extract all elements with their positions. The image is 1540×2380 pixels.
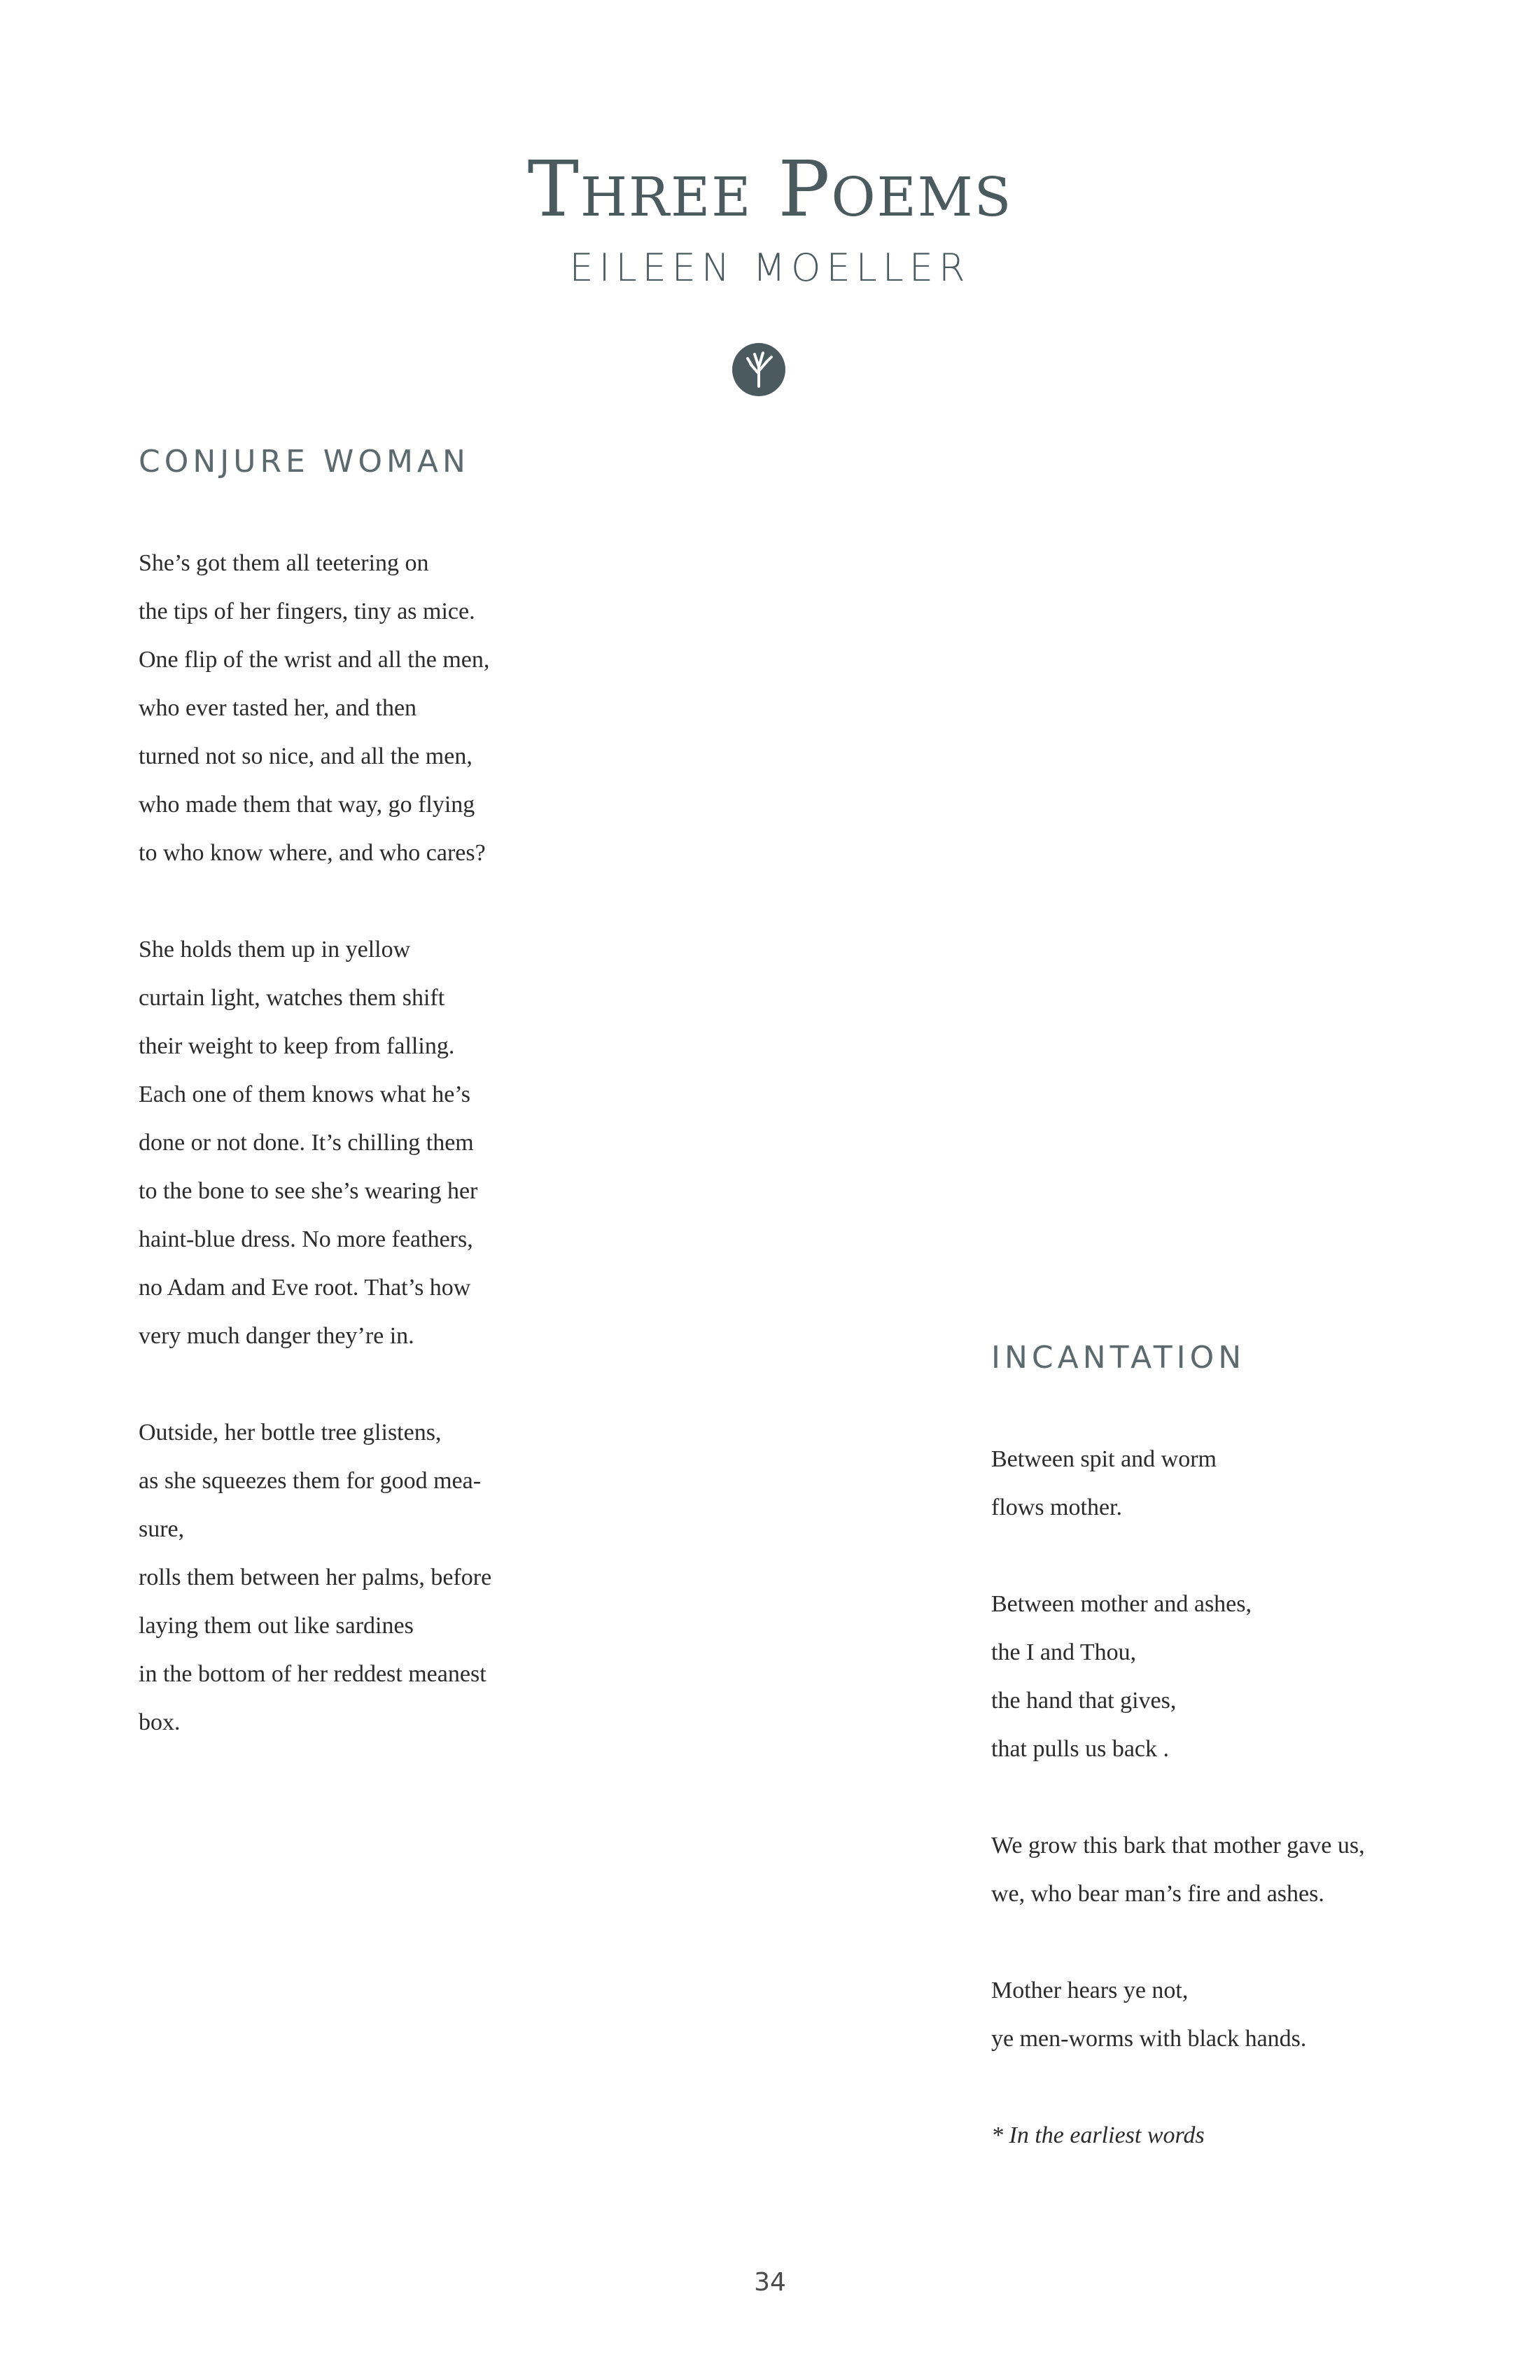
poem-line: done or not done. It’s chilling them [139, 1130, 474, 1156]
poem-line: no Adam and Eve root. That’s how [139, 1275, 471, 1301]
stanza [139, 539, 491, 877]
poem-line: flows mother. [991, 1494, 1122, 1520]
poem-line: in the bottom of her reddest meanest [139, 1661, 486, 1687]
poem-heading-conjure-woman: CONJURE WOMAN [139, 444, 470, 479]
tree-branch-icon [732, 343, 785, 396]
poem-line: ye men-worms with black hands. [991, 2026, 1307, 2052]
author-name: EILEEN MOELLER [569, 246, 971, 290]
poem-line: rolls them between her palms, before [139, 1564, 492, 1590]
poem-line: the hand that gives, [991, 1688, 1177, 1714]
poem-line: haint-blue dress. No more feathers, [139, 1226, 473, 1252]
stanza [991, 1580, 1365, 1773]
stanza [991, 1435, 1365, 1532]
poem-line: turned not so nice, and all the men, [139, 743, 472, 769]
page-number: 34 [754, 2268, 786, 2297]
poem-line: who ever tasted her, and then [139, 695, 417, 721]
poem-line: to the bone to see she’s wearing her [139, 1178, 478, 1204]
poem-line: One flip of the wrist and all the men, [139, 647, 490, 673]
poem-line: as she squeezes them for good mea- [139, 1468, 482, 1494]
poem-line: Mother hears ye not, [991, 1977, 1189, 2003]
poem-line: laying them out like sardines [139, 1613, 414, 1639]
page-title: Three Poems [527, 144, 1013, 234]
poem-line: Between mother and ashes, [991, 1591, 1252, 1617]
stanza [139, 925, 491, 1360]
poem-line: We grow this bark that mother gave us, [991, 1833, 1365, 1858]
stanza [991, 1821, 1365, 1918]
poem-line: who made them that way, go flying [139, 792, 475, 818]
poem-line: we, who bear man’s fire and ashes. [991, 1881, 1324, 1907]
poem-line: She holds them up in yellow [139, 937, 411, 962]
poem-conjure-woman [139, 539, 491, 1795]
poem-line: box. [139, 1709, 181, 1735]
poem-line: Each one of them knows what he’s [139, 1082, 470, 1107]
poem-line: sure, [139, 1516, 185, 1542]
poem-line: the tips of her fingers, tiny as mice. [139, 598, 475, 624]
stanza [991, 1966, 1365, 2063]
poem-line: that pulls us back . [991, 1736, 1170, 1762]
poem-heading-incantation: INCANTATION [991, 1340, 1246, 1376]
poem-line: their weight to keep from falling. [139, 1033, 455, 1059]
poem-line: the I and Thou, [991, 1639, 1137, 1665]
poem-line: Outside, her bottle tree glistens, [139, 1420, 442, 1446]
poem-line: Between spit and worm [991, 1446, 1217, 1472]
poem-line: very much danger they’re in. [139, 1323, 414, 1349]
stanza [139, 1408, 491, 1746]
poem-line: curtain light, watches them shift [139, 985, 445, 1011]
poem-line: She’s got them all teetering on [139, 550, 429, 576]
poem-incantation [991, 1435, 1365, 2160]
poem-footnote: * In the earliest words [991, 2122, 1205, 2148]
poem-line: to who know where, and who cares? [139, 840, 486, 866]
